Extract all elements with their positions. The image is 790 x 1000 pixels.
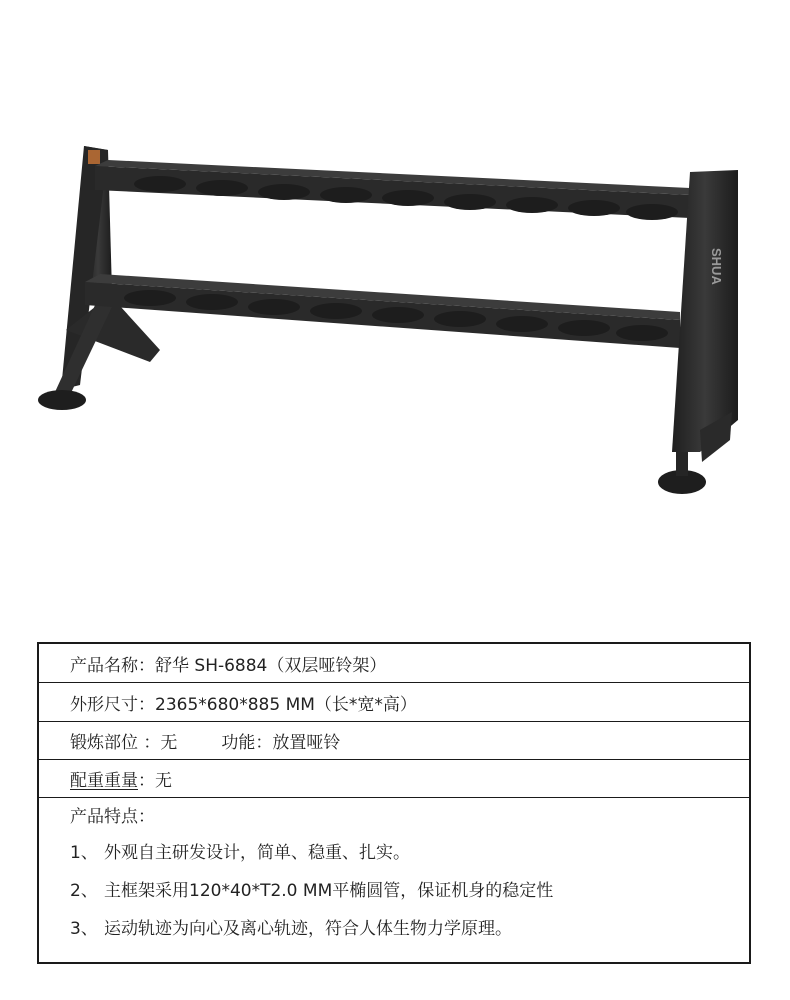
brand-logo: SHUA [709,248,724,285]
feature-item: 3、 运动轨迹为向心及离心轨迹，符合人体生物力学原理。 [70,919,512,939]
spec-row-size [39,683,749,722]
train-label: 锻炼部位 ： [70,733,161,753]
feature-item: 2、 主框架采用120*40*T2.0 MM平椭圆管，保证机身的稳定性 [70,881,554,901]
weight-value: 无 [155,771,172,791]
function-label: 功能： [221,733,273,753]
spec-row-weight [39,760,749,798]
spec-table [37,642,751,964]
size-value: 2365*680*885 MM（长*宽*高） [155,694,417,715]
lower-shelf [85,274,680,348]
features-heading: 产品特点： [70,807,155,827]
weight-sep: ： [138,771,155,791]
name-value: 舒华 SH-6884（双层哑铃架） [155,655,387,676]
spec-row-name [39,644,749,683]
spec-row-training [39,722,749,760]
weight-label: 配重重量 [70,771,138,791]
size-label: 外形尺寸： [70,694,155,715]
train-value: 无 [160,733,178,753]
feature-item: 1、 外观自主研发设计，简单、稳重、扎实。 [70,843,410,863]
upper-shelf [95,160,690,220]
function-value: 放置哑铃 [272,733,341,753]
features-section [39,798,749,962]
name-label: 产品名称： [70,655,155,676]
